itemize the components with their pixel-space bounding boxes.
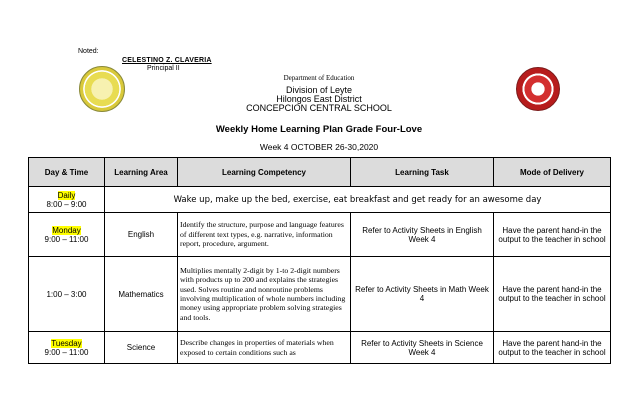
competency-cell: Multiplies mentally 2-digit by 1-to 2-digit numbers with products up to 200 and explains the strategies used. Solves routine and nonroutine problems involving multiplication of whole numbers including money using appropriate problem solving strategies and tools. [178,257,351,332]
day-time-cell [29,213,105,257]
day-time-cell [29,257,105,332]
noted-label: Noted: [78,48,99,55]
time-label: 1:00 – 3:00 [46,289,87,299]
column-header: Mode of Delivery [494,158,611,187]
division-name: Division of Leyte [285,85,353,95]
day-label: Tuesday [51,338,82,348]
department-name: Department of Education [283,74,355,82]
day-label: Monday [52,225,81,235]
plan-title: Weekly Home Learning Plan Grade Four-Love [215,124,423,135]
district-name: Hilongos East District [276,94,362,104]
competency-cell: Identify the structure, purpose and language features of different text types, e.g. narrative, information report, procedure, argument. [178,213,351,257]
daily-routine-cell: Wake up, make up the bed, exercise, eat breakfast and get ready for an awesome day [105,187,611,213]
time-label: 9:00 – 11:00 [44,234,89,244]
table-row [29,187,611,213]
principal-title: Principal II [147,65,180,72]
day-label: Daily [57,190,76,200]
column-header: Learning Task [351,158,494,187]
table-row [29,213,611,257]
column-header: Learning Competency [178,158,351,187]
learning-area-cell: English [105,213,178,257]
learning-area-cell: Science [105,332,178,364]
learning-area-cell: Mathematics [105,257,178,332]
competency-cell: Describe changes in properties of materials when exposed to certain conditions such as [178,332,351,364]
task-cell: Refer to Activity Sheets in English Week 4 [351,213,494,257]
table-row [29,332,611,364]
column-header: Learning Area [105,158,178,187]
task-cell: Refer to Activity Sheets in Science Week 4 [351,332,494,364]
time-label: 8:00 – 9:00 [46,199,87,209]
school-name: CONCEPCION CENTRAL SCHOOL [246,103,392,113]
table-header-row [29,158,611,187]
learning-plan-table [28,157,611,364]
table-row [29,257,611,332]
task-cell: Refer to Activity Sheets in Math Week 4 [351,257,494,332]
delivery-cell: Have the parent hand-in the output to the teacher in school [494,257,611,332]
day-time-cell [29,187,105,213]
delivery-cell: Have the parent hand-in the output to the teacher in school [494,213,611,257]
principal-name: CELESTINO Z. CLAVERIA [122,57,212,64]
time-label: 9:00 – 11:00 [44,347,89,357]
column-header: Day & Time [29,158,105,187]
week-label: Week 4 OCTOBER 26-30,2020 [259,142,379,152]
day-time-cell [29,332,105,364]
delivery-cell: Have the parent hand-in the output to the teacher in school [494,332,611,364]
